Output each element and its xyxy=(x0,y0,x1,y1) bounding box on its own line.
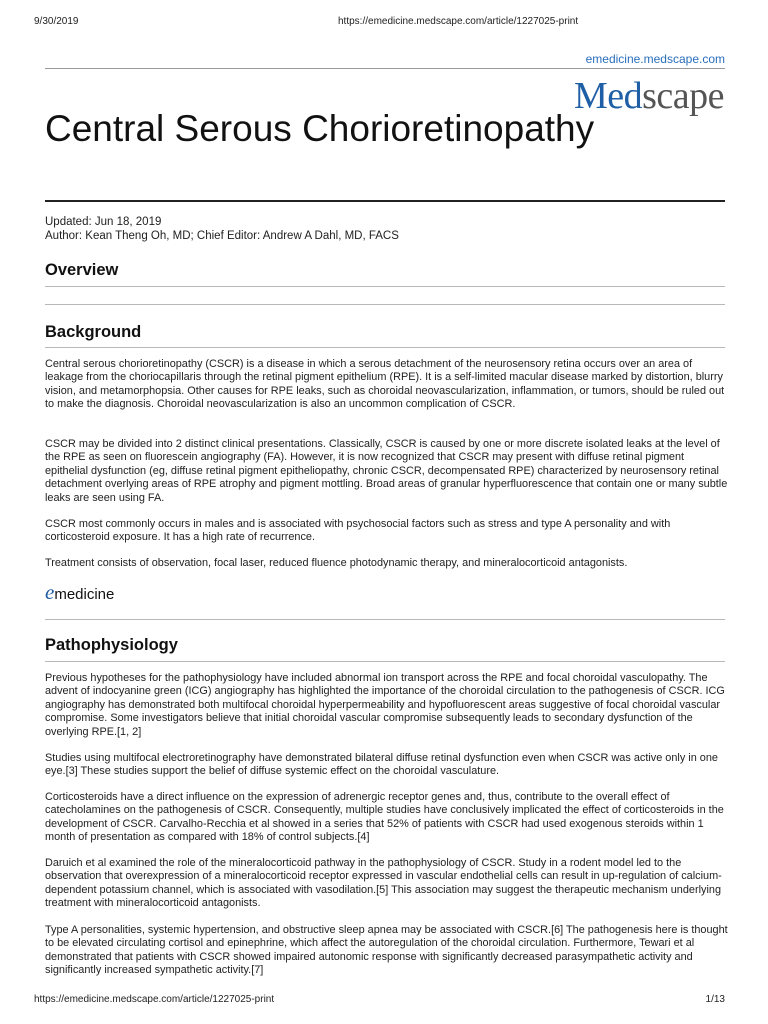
logo-part-med: Med xyxy=(573,75,643,117)
pathophysiology-paragraph-4: Daruich et al examined the role of the mineralocorticoid pathway in the pathophysiology of CSCR. Study in a rodent model led to the observation that overexpression of a mineralocorticoid receptor expressed in vascular endothelial cells can result in up-regulation of calcium-dependent potassium channel, which is associated with vasodilation.[5] This association may suggest the therapeutic mechanism underlying treatment with mineralocorticoid antagonists. xyxy=(45,857,722,910)
page-number: 1/13 xyxy=(705,994,725,1005)
pathophysiology-paragraph-1: Previous hypotheses for the pathophysiology have included abnormal ion transport across the RPE and focal choroidal vasculopathy. The advent of indocyanine green (ICG) angiography has highlighted the importance of the choroidal circulation to the pathogenesis of CSCR. ICG angiography has demonstrated both multifocal choroidal hyperpermeability and hypofluorescent areas suggestive of focal choroidal vascular compromise. Some investigators believe that initial choroidal vascular compromise subsequently leads to secondary dysfunction of the overlying RPE.[1, 2] xyxy=(45,672,725,738)
logo-part-scape: scape xyxy=(642,75,724,117)
section-divider xyxy=(45,619,725,620)
pathophysiology-paragraph-5: Type A personalities, systemic hypertension, and obstructive sleep apnea may be associated with CSCR.[6] The pathogenesis here is thought to be elevated circulating cortisol and epinephrine, which affect the autoregulation of the choroidal circulation. Furthermore, Tewari et al demonstrated that patients with CSCR showed impaired autonomic response with significantly decreased parasympathetic activity and significantly increased sympathetic activity.[7] xyxy=(45,924,728,977)
section-heading-pathophysiology: Pathophysiology xyxy=(45,636,178,654)
pathophysiology-paragraph-3: Corticosteroids have a direct influence on the expression of adrenergic receptor genes and, thus, contribute to the overall effect of catecholamines on the pathogenesis of CSCR. Consequently, multiple studies have conclusively implicated the effect of corticosteroids in the development of CSCR. Carvalho-Recchia et al showed in a series that 52% of patients with CSCR had used exogenous steroids within 1 month of presentation as compared with 18% of control subjects.[4] xyxy=(45,791,724,844)
site-link[interactable]: emedicine.medscape.com xyxy=(585,52,725,66)
title-divider xyxy=(45,200,725,202)
background-paragraph-4: Treatment consists of observation, focal laser, reduced fluence photodynamic therapy, and mineralocorticoid antagonists. xyxy=(45,557,628,569)
emedicine-logo xyxy=(45,580,114,605)
print-url: https://emedicine.medscape.com/article/1227025-print xyxy=(338,16,579,27)
section-divider xyxy=(45,286,725,287)
background-paragraph-2: CSCR may be divided into 2 distinct clinical presentations. Classically, CSCR is caused by one or more discrete isolated leaks at the level of the RPE as seen on fluorescein angiography (FA). However, it is now recognized that CSCR may present with diffuse retinal pigment epithelial dysfunction (eg, diffuse retinal pigment epitheliopathy, chronic CSCR, decompensated RPE) characterized by neurosensory retinal detachment overlying areas of RPE atrophy and pigment mottling. Broad areas of granular hyperfluorescence that contain one or many subtle leaks are seen using FA. xyxy=(45,438,728,504)
section-divider xyxy=(45,347,725,348)
print-date: 9/30/2019 xyxy=(34,16,79,27)
section-heading-overview: Overview xyxy=(45,261,119,279)
article-meta xyxy=(45,215,399,243)
section-divider xyxy=(45,304,725,305)
print-header xyxy=(34,16,728,30)
author-line: Author: Kean Theng Oh, MD; Chief Editor: Andrew A Dahl, MD, FACS xyxy=(45,230,399,242)
footer-url: https://emedicine.medscape.com/article/1227025-print xyxy=(34,994,275,1005)
header-divider xyxy=(45,68,725,69)
background-paragraph-1: Central serous chorioretinopathy (CSCR) is a disease in which a serous detachment of the neurosensory retina occurs over an area of leakage from the choriocapillaris through the retinal pigment epithelium (RPE). It is a self-limited macular disease marked by distortion, blurry vision, and metamorphopsia. Other causes for RPE leaks, such as choroidal neovascularization, inflammation, or tumors, should be ruled out to make the diagnosis. Choroidal neovascularization is also an uncommon complication of CSCR. xyxy=(45,358,725,411)
page-title: Central Serous Chorioretinopathy xyxy=(45,108,595,149)
background-paragraph-3: CSCR most commonly occurs in males and is associated with psychosocial factors such as stress and type A personality and with corticosteroid exposure. It has a high rate of recurrence. xyxy=(45,518,671,544)
pathophysiology-paragraph-2: Studies using multifocal electroretinography have demonstrated bilateral diffuse retinal dysfunction even when CSCR was active only in one eye.[3] These studies support the belief of diffuse systemic effect on the choroidal vasculature. xyxy=(45,752,718,778)
section-divider xyxy=(45,661,725,662)
emedicine-logo-text: medicine xyxy=(54,586,115,603)
updated-date: Updated: Jun 18, 2019 xyxy=(45,216,162,228)
emedicine-logo-e: e xyxy=(45,580,55,604)
section-heading-background: Background xyxy=(45,323,142,341)
print-footer xyxy=(34,994,725,1008)
